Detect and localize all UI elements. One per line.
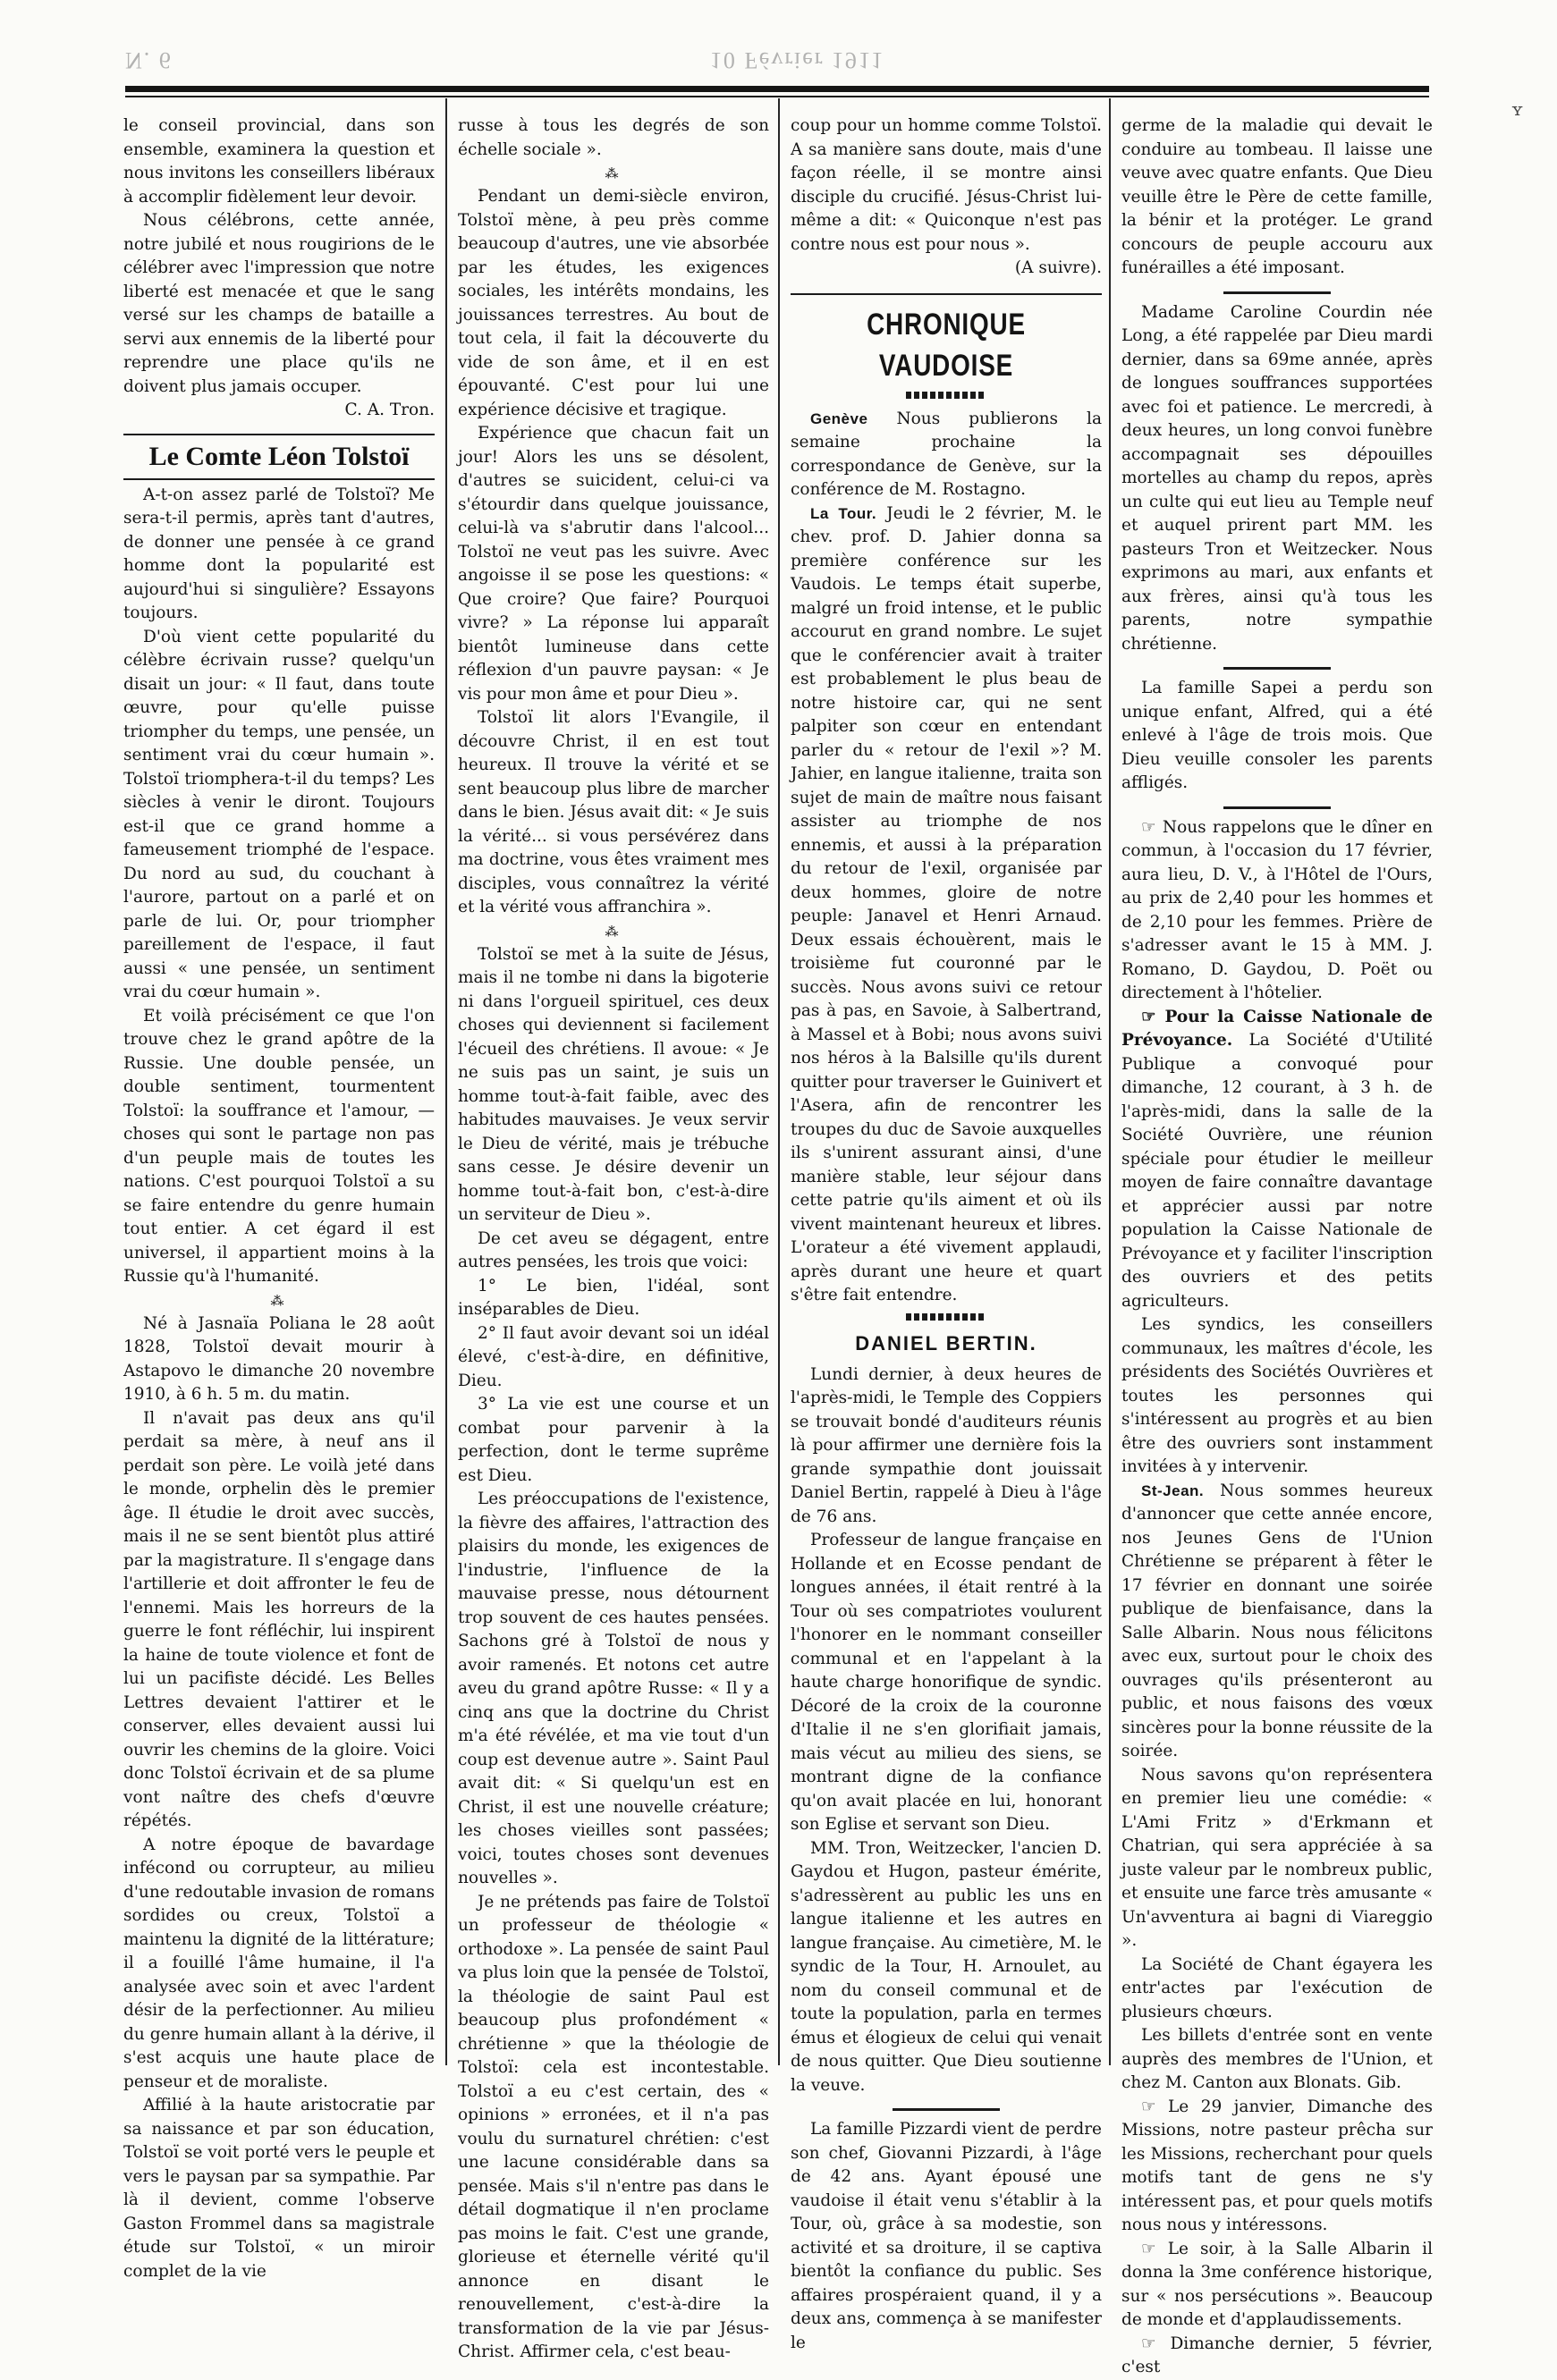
paragraph: Tolstoï lit alors l'Evangile, il découvre Christ, il en est tout heureux. Il trouve la vérité et se sent beaucoup plus libre de marcher dans le bien. Jésus avait dit: « Je suis la vérité... si vous persévérez dans ma doctrine, vous êtes vraiment mes disciples, vous connaîtrez la vérité et la vérité vous affranchira ». [458, 708, 769, 916]
paragraph: Les billets d'entrée sont en vente auprès des membres de l'Union, et chez M. Canton aux Blonats. Gib. [1121, 2026, 1433, 2092]
paragraph: D'où vient cette popularité du célèbre écrivain russe? quelqu'un disait un jour: « Il faut, dans toute œuvre, pour qu'elle puisse triompher du temps, une pensée, un sentiment vrai du cœur humain ». Tolstoï triomphera-t-il du temps? Les siècles à venir le diront. Toujours est-il que ce grand homme a fameusement triomphé de l'espace. Du nord au sud, du couchant à l'aurore, partout on a parlé et on parle de lui. Or, pour triompher pareillement de l'espace, il faut aussi « une pensée, un sentiment vrai du cœur humain ». [123, 627, 435, 1001]
paragraph: Je ne prétends pas faire de Tolstoï un professeur de théologie « orthodoxe ». La pensée de saint Paul va plus loin que la pensée de Tolstoï, la théologie de saint Paul est beaucoup plus profondément « chrétienne » que la théologie de Tolstoï: cela est incontestable. Tolstoï a eu c'est certain, des « opinions » erronées, et il n'a pas voulu du surnaturel chrétien: c'est une lacune considérable dans sa pensée. Mais s'il n'entre pas dans le détail dogmatique il n'en proclame pas moins le fait. C'est une grande, glorieuse et éternelle vérité qu'il annonce en disant le renouvellement, c'est-à-dire la transformation de la vie par Jésus-Christ. Affirmer cela, c'est beau- [458, 1892, 769, 2361]
article-title: Le Comte Léon Tolstoï [123, 434, 435, 480]
paragraph: Expérience que chacun fait un jour! Alors les uns se désolent, d'autres se suicident, celui-ci va s'étourdir dans quelque jouissance, celui-là va s'abrutir dans l'alcool... Tolstoï ne veut pas les suivre. Avec angoisse il se pose les questions: « Que croire? Que faire? Pourquoi vivre? » La réponse lui apparaît bientôt lumineuse dans cette réflexion d'un pauvre paysan: « Je vis pour mon âme et pour Dieu ». [458, 424, 769, 704]
paragraph: Il n'avait pas deux ans qu'il perdait sa mère, à neuf ans il perdait son père. Le voilà jeté dans le monde, orphelin dès le premier âge. Il étudie le droit avec succès, mais il ne se sent bientôt plus attiré par la magistrature. Il s'engage dans l'artillerie et doit affronter le feu de l'ennemi. Mais les horreurs de la guerre le font réfléchir, lui inspirent la haine de toute violence et font de lui un pacifiste décidé. Les Belles Lettres devaient l'attirer et le conserver, elles devaient aussi lui ouvrir les chemins de la gloire. Voici donc Tolstoï écrivain et de sa plume vont naître des chefs d'œuvre répétés. [123, 1408, 435, 1830]
place-name: La Tour. [810, 504, 877, 522]
item-separator [1223, 806, 1331, 809]
column-4 [1121, 114, 1433, 2376]
paragraph-text: Nous publierons la semaine prochaine la correspondance de Genève, sur la conférence de M. Rostagno. [791, 409, 1102, 499]
ornament-rule [906, 392, 986, 399]
notice-heading: ☞ Pour la Caisse Nationale de Prévoyance. [1121, 1007, 1433, 1050]
header-rule-thick [125, 86, 1429, 92]
paragraph: Lundi dernier, à deux heures de l'après-midi, le Temple des Coppiers se trouvait bondé d'auditeurs réunis là pour affirmer une dernière fois la grande sympathie dont jouissait Daniel Bertin, rappelé à Dieu à l'âge de 76 ans. [791, 1364, 1102, 1526]
paragraph-text: Nous sommes heureux d'annoncer que cette année encore, nos Jeunes Gens de l'Union Chrétienne se préparent à fêter le 17 février en donnant une soirée publique de bienfaisance, dans la Salle Albarin. Nous nous félicitons avec eux, surtout pour le choix des ouvrages qu'ils présenteront au public, et nous faisons des vœux sincères pour la bonne réussite de la soirée. [1121, 1481, 1433, 1760]
obituary-title: DANIEL BERTIN. [855, 1331, 1037, 1355]
paragraph: La Société de Chant égayera les entr'actes par l'exécution de plusieurs chœurs. [1121, 1954, 1433, 2021]
paragraph: A notre époque de bavardage infécond ou corrupteur, au milieu d'une redoutable invasion de romans sordides ou creux, Tolstoï a maintenu la dignité de la littérature; il a fouillé l'âme humaine, il l'a analysée avec soin et avec l'ardent désir de la perfectionner. Au milieu du genre humain allant à la dérive, il s'est acquis une haute place de penseur et de moraliste. [123, 1835, 435, 2091]
signature: (A suivre). [1014, 258, 1102, 277]
paragraph: De cet aveu se dégagent, entre autres pensées, les trois que voici: [458, 1228, 769, 1271]
signature: C. A. Tron. [344, 401, 435, 419]
section-separator: ⁂ [605, 923, 622, 940]
paragraph: russe à tous les degrés de son échelle sociale ». [458, 116, 769, 159]
paragraph: Nous célébrons, cette année, notre jubilé et nous rougirions de le célébrer avec l'impression que notre liberté est menacée et que le sang versé sur les champs de bataille a servi aux ennemis de la liberté pour reprendre une place qu'ils ne doivent plus jamais occuper. [123, 211, 435, 396]
paragraph: ☞ Le soir, à la Salle Albarin il donna la 3me conférence historique, sur « nos persécutions ». Beaucoup de monde et d'applaudissements. [1121, 2239, 1433, 2329]
paragraph [791, 408, 1102, 502]
section-separator: ⁂ [270, 1292, 288, 1309]
paragraph: La famille Pizzardi vient de perdre son chef, Giovanni Pizzardi, à l'âge de 42 ans. Ayant épousé une vaudoise il était venu s'établir à la Tour, où, grâce à sa modestie, son activité et sa droiture, il se captiva bientôt la confiance du public. Ses affaires prospéraient quand, il y a deux ans, commença à se manifester le [791, 2120, 1102, 2352]
column-3 [791, 114, 1102, 2352]
paragraph: Madame Caroline Courdin née Long, a été rappelée par Dieu mardi dernier, dans sa 69me année, après de longues souffrances supportées avec foi et patience. Le mercredi, à deux heures, un long convoi funèbre accompagnait ses dépouilles mortelles au champ du repos, après un culte qui eut lieu au Temple neuf et auquel prirent part MM. les pasteurs Tron et Weitzecker. Nous exprimons au mari, aux enfants et aux frères, ainsi qu'à tous les parents, notre sympathie chrétienne. [1121, 302, 1433, 654]
paragraph: Les syndics, les conseillers communaux, les maîtres d'école, les présidents des Sociétés Ouvrières et toutes les personnes qui s'intéressent au progrès et au bien être des ouvriers sont instamment invitées à y intervenir. [1121, 1315, 1433, 1476]
paragraph: 2° Il faut avoir devant soi un idéal élevé, c'est-à-dire, en définitive, Dieu. [458, 1323, 769, 1390]
paragraph: ☞ Dimanche dernier, 5 février, c'est [1121, 2334, 1433, 2376]
item-separator [1223, 291, 1331, 294]
item-separator [893, 2108, 1000, 2111]
paragraph: Pendant un demi-siècle environ, Tolstoï mène, à peu près comme beaucoup d'autres, une vie absorbée par les études, les exigences sociales, les intérêts mondains, les jouissances terrestres. Au bout de tout cela, il fait la découverte du vide de son âme, et il en est épouvanté. C'est pour lui une expérience décisive et tragique. [458, 187, 769, 419]
paragraph [1121, 1480, 1433, 1764]
paragraph: le conseil provincial, dans son ensemble, examinera la question et nous invitons les conseillers libéraux à accomplir fidèlement leur devoir. [123, 116, 435, 207]
paragraph: MM. Tron, Weitzecker, l'ancien D. Gaydou et Hugon, pasteur émérite, s'adressèrent au public les uns en langue italienne et les autres en langue française. Au cimetière, M. le syndic de la Tour, H. Arnoulet, au nom du conseil communal et de toute la population, parla en termes émus et élogieux de celui qui venait de nous quitter. Que Dieu soutienne la veuve. [791, 1838, 1102, 2095]
paragraph: Affilié à la haute aristocratie par sa naissance et par son éducation, Tolstoï se voit porté vers le peuple et vers le paysan par sa sympathie. Par là il devient, comme l'observe Gaston Frommel dans sa magistrale étude sur Tolstoï, « un miroir complet de la vie [123, 2096, 435, 2281]
section-separator: ⁂ [605, 165, 622, 181]
paragraph: Tolstoï se met à la suite de Jésus, mais il ne tombe ni dans la bigoterie ni dans l'orgueil spirituel, ces deux choses qui deviennent si facilement l'écueil des chrétiens. Il avoue: « Je ne suis pas un saint, je suis un homme tout-à-fait faible, avec des habitudes mauvaises. Je veux servir le Dieu de vérité, mais je trébuche sans cesse. Je désire devenir un homme tout-à-fait bon, c'est-à-dire un serviteur de Dieu ». [458, 944, 769, 1224]
header-rule-thin [125, 96, 1429, 97]
issue-date: 10 Février 1911 [709, 47, 884, 73]
page-header [125, 46, 1422, 73]
margin-mark: ʏ [1511, 98, 1524, 120]
paragraph: Les préoccupations de l'existence, la fièvre des affaires, l'attraction des plaisirs du monde, les exigences de l'industrie, l'influence de la mauvaise presse, nous détournent trop souvent de ces hautes pensées. Sachons gré à Tolstoï de nous y avoir ramenés. Et notons cet autre aveu du grand apôtre Russe: « Il y a cinq ans que la doctrine du Christ m'a été révélée, et ma vie tout d'un coup est devenue autre ». Saint Paul avait dit: « Si quelqu'un est en Christ, il est une nouvelle créature; les choses vieilles sont passées; voici, toutes choses sont devenues nouvelles ». [458, 1490, 769, 1887]
item-separator [1223, 667, 1331, 670]
paragraph: 1° Le bien, l'idéal, sont inséparables de Dieu. [458, 1276, 769, 1319]
paragraph: 3° La vie est une course et un combat pour parvenir à la perfection, dont le terme suprême est Dieu. [458, 1395, 769, 1485]
paragraph: Et voilà précisément ce que l'on trouve chez le grand apôtre de la Russie. Une double pensée, un double sentiment, tourmentent Tolstoï: la souffrance et l'amour, — choses qui sont le partage non pas d'un peuple mais de toutes les nations. C'est pourquoi Tolstoï a su se faire entendre du genre humain tout entier. A cet égard il est universel, il appartient moins à la Russie qu'à l'humanité. [123, 1006, 435, 1286]
paragraph: Professeur de langue française en Hollande et en Ecosse pendant de longues années, il était rentré à la Tour où ses compatriotes voulurent l'honorer en le nommant conseiller communal et en l'appelant à la haute charge honorifique de syndic. Décoré de la croix de la couronne d'Italie il ne s'en glorifiait jamais, mais vécut au milieu des siens, se montrant digne de la confiance qu'on avait placée en lui, honorant son Eglise et servant son Dieu. [791, 1531, 1102, 1834]
section-rule [791, 293, 1102, 295]
paragraph: germe de la maladie qui devait le conduire au tombeau. Il laisse une veuve avec quatre enfants. Que Dieu veuille être le Père de cette famille, la bénir et la protéger. Le grand concours de peuple accouru aux funérailles a été imposant. [1121, 116, 1433, 277]
paragraph-text: Jeudi le 2 février, M. le chev. prof. D. Jahier donna sa première conférence sur les Vaudois. Le temps était superbe, malgré un froid intense, et le public accourut en grand nombre. Le sujet que le conférencier avait à traiter est probablement le plus beau de notre histoire car, qui ne sent palpiter son cœur en entendant parler du « retour de l'exil »? M. Jahier, en langue italienne, traita son sujet de main de maître nous faisant assister au triomphe de nos ennemis, et aussi à la préparation du retour de l'exil, organisée par deux hommes, gloire de notre peuple: Janavel et Henri Arnaud. Deux essais échouèrent, mais le troisième fut couronné par le succès. Nous avons suivi ce retour pas à pas, en Savoie, à Salbertrand, à Massel et à Bobi; nous avons suivi nos héros à la Balsille qu'ils durent quitter pour traverser le Guinivert et l'Asera, afin de rencontrer les troupes du duc de Savoie auxquelles ils s'unirent assurant ainsi, d'une manière stable, leur séjour dans cette patrie qu'ils aiment et où ils vivent maintenant heureux et libres. L'orateur a été vivement applaudi, après durant une heure et quart s'être fait entendre. [791, 503, 1102, 1304]
paragraph: coup pour un homme comme Tolstoï. A sa manière sans doute, mais d'une façon réelle, il se montre ainsi disciple du crucifié. Jésus-Christ lui-même a dit: « Quiconque n'est pas contre nous est pour nous ». [791, 116, 1102, 254]
paragraph: Nous savons qu'on représentera en premier lieu une comédie: « L'Ami Fritz » d'Erkmann et Chatrian, qui sera appréciée à sa juste valeur par le nombreux public, et ensuite une farce très amusante « Un'avventura ai bagni di Viareggio ». [1121, 1765, 1433, 1950]
ornament-rule [906, 1313, 986, 1321]
paragraph: ☞ Nous rappelons que le dîner en commun, à l'occasion du 17 février, aura lieu, D. V., à l'Hôtel de l'Ours, au prix de 2,40 pour les hommes et de 2,10 pour les femmes. Prière de s'adresser avant le 15 à MM. J. Romano, D. Gaydou, D. Poët ou directement à l'hôtelier. [1121, 817, 1433, 1002]
column-divider [1109, 98, 1111, 2065]
paragraph [1121, 1006, 1433, 1314]
paragraph: La famille Sapei a perdu son unique enfant, Alfred, qui a été enlevé à l'âge de trois mois. Que Dieu veuille consoler les parents affligés. [1121, 679, 1433, 792]
place-name: St-Jean. [1141, 1481, 1205, 1499]
paragraph [791, 502, 1102, 1308]
paragraph: A-t-on assez parlé de Tolstoï? Me sera-t-il permis, après tant d'autres, de donner une pensée à ce grand homme dont la popularité est aujourd'hui si singulière? Essayons toujours. [123, 485, 435, 622]
paragraph: Né à Jasnaïa Poliana le 28 août 1828, Tolstoï devait mourir à Astapovo le dimanche 20 novembre 1910, à 6 h. 5 m. du matin. [123, 1313, 435, 1404]
place-name: Genève [810, 409, 868, 427]
issue-number: N. 6 [125, 47, 173, 73]
column-2 [458, 114, 769, 2361]
column-divider [445, 98, 447, 2065]
paragraph-text: La Société d'Utilité Publique a convoqué pour dimanche, 12 courant, à 3 h. de l'après-midi, dans la salle de la Société Ouvrière, une réunion spéciale pour étudier le meilleur moyen de faire connaître davantage et apprécier aussi par notre population la Caisse Nationale de Prévoyance et y faciliter l'inscription des ouvriers et des petits agriculteurs. [1121, 1031, 1433, 1311]
column-1 [123, 114, 435, 2281]
section-title: CHRONIQUE VAUDOISE [867, 307, 1026, 383]
paragraph: ☞ Le 29 janvier, Dimanche des Missions, notre pasteur prêcha sur les Missions, recherchant pour quels motifs tant de gens ne s'y intéressent pas, et pour quels motifs nous nous y intéressons. [1121, 2097, 1433, 2234]
column-divider [778, 98, 780, 2065]
